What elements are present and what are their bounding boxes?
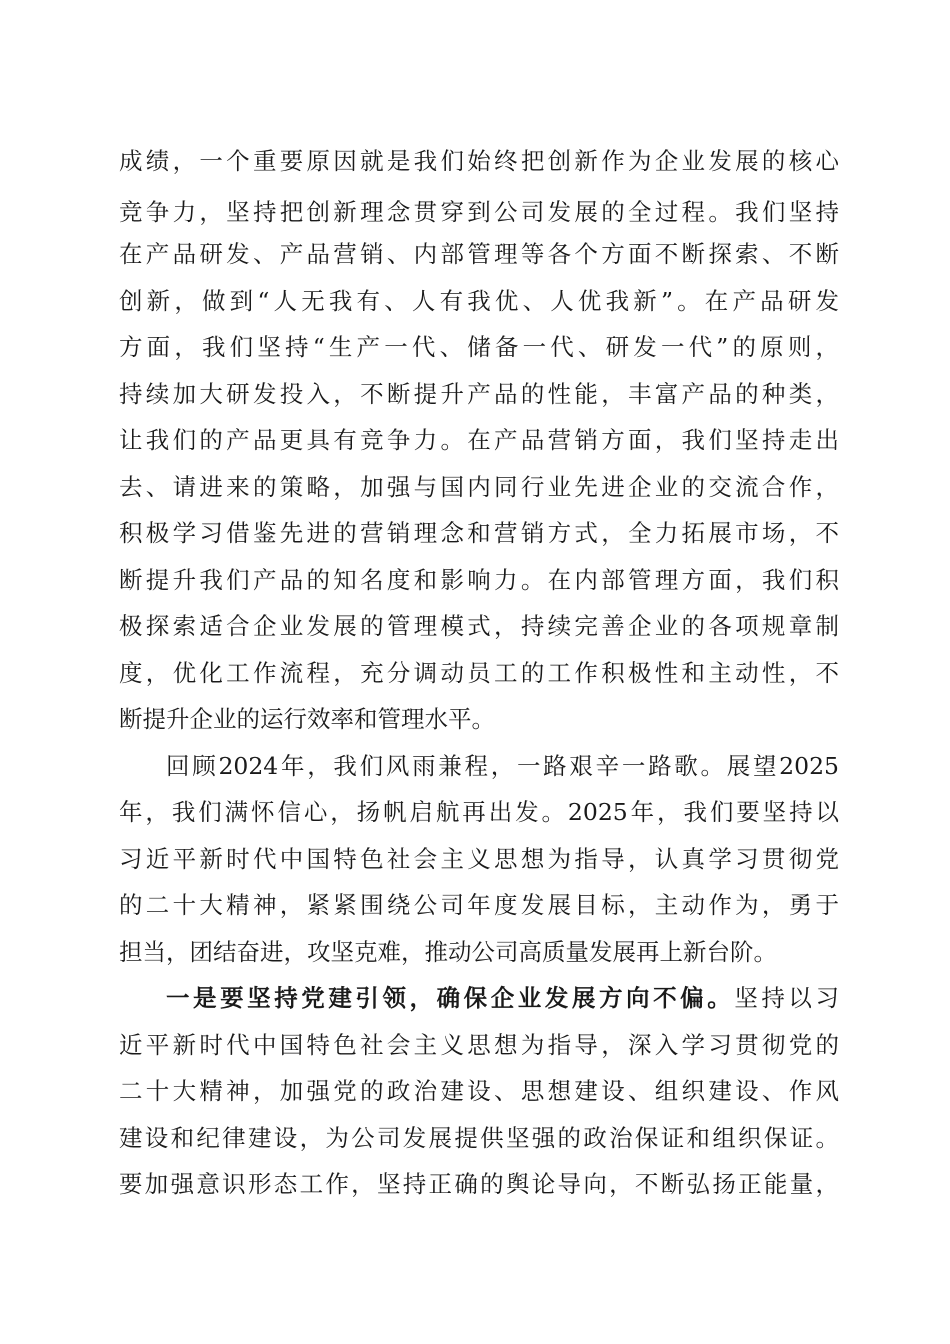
paragraph-3-line-1-rest: 坚持以习	[734, 984, 839, 1012]
paragraph-3-line-2: 近平新时代中国特色社会主义思想为指导，深入学习贯彻党的	[119, 1031, 839, 1059]
paragraph-2-line-4: 的二十大精神，紧紧围绕公司年度发展目标，主动作为，勇于	[119, 891, 839, 919]
paragraph-3-line-5: 要加强意识形态工作，坚持正确的舆论导向，不断弘扬正能量，	[119, 1170, 839, 1198]
paragraph-2-line-5: 担当，团结奋进，攻坚克难，推动公司高质量发展再上新台阶。	[119, 938, 777, 966]
paragraph-1-line-7: 让我们的产品更具有竞争力。在产品营销方面，我们坚持走出	[119, 426, 839, 454]
paragraph-3-bold-lead: 一是要坚持党建引领，确保企业发展方向不偏。	[166, 984, 735, 1012]
paragraph-3-line-3: 二十大精神，加强党的政治建设、思想建设、组织建设、作风	[119, 1077, 839, 1105]
paragraph-2-line-1: 回顾2024年，我们风雨兼程，一路艰辛一路歌。展望2025	[166, 752, 839, 780]
paragraph-1-line-13: 断提升企业的运行效率和管理水平。	[119, 705, 495, 733]
paragraph-1-line-12: 度，优化工作流程，充分调动员工的工作积极性和主动性，不	[119, 659, 839, 687]
paragraph-1-line-1: 成绩，一个重要原因就是我们始终把创新作为企业发展的核心	[119, 147, 839, 175]
paragraph-2-line-3: 习近平新时代中国特色社会主义思想为指导，认真学习贯彻党	[119, 845, 839, 873]
paragraph-1-line-11: 极探索适合企业发展的管理模式，持续完善企业的各项规章制	[119, 612, 839, 640]
paragraph-1-line-6: 持续加大研发投入，不断提升产品的性能，丰富产品的种类，	[119, 380, 839, 408]
paragraph-1-line-9: 积极学习借鉴先进的营销理念和营销方式，全力拓展市场，不	[119, 519, 839, 547]
paragraph-1-line-5: 方面，我们坚持“生产一代、储备一代、研发一代”的原则，	[119, 333, 839, 361]
paragraph-3-line-1	[166, 973, 839, 1023]
paragraph-3-line-4: 建设和纪律建设，为公司发展提供坚强的政治保证和组织保证。	[119, 1124, 839, 1152]
paragraph-1-line-4: 创新，做到“人无我有、人有我优、人优我新”。在产品研发	[119, 287, 839, 315]
paragraph-2-line-2: 年，我们满怀信心，扬帆启航再出发。2025年，我们要坚持以	[119, 798, 839, 826]
paragraph-1-line-8: 去、请进来的策略，加强与国内同行业先进企业的交流合作，	[119, 473, 839, 501]
paragraph-1-line-3: 在产品研发、产品营销、内部管理等各个方面不断探索、不断	[119, 240, 839, 268]
paragraph-1-line-10: 断提升我们产品的知名度和影响力。在内部管理方面，我们积	[119, 566, 839, 594]
paragraph-1-line-2: 竞争力，坚持把创新理念贯穿到公司发展的全过程。我们坚持	[119, 198, 839, 226]
